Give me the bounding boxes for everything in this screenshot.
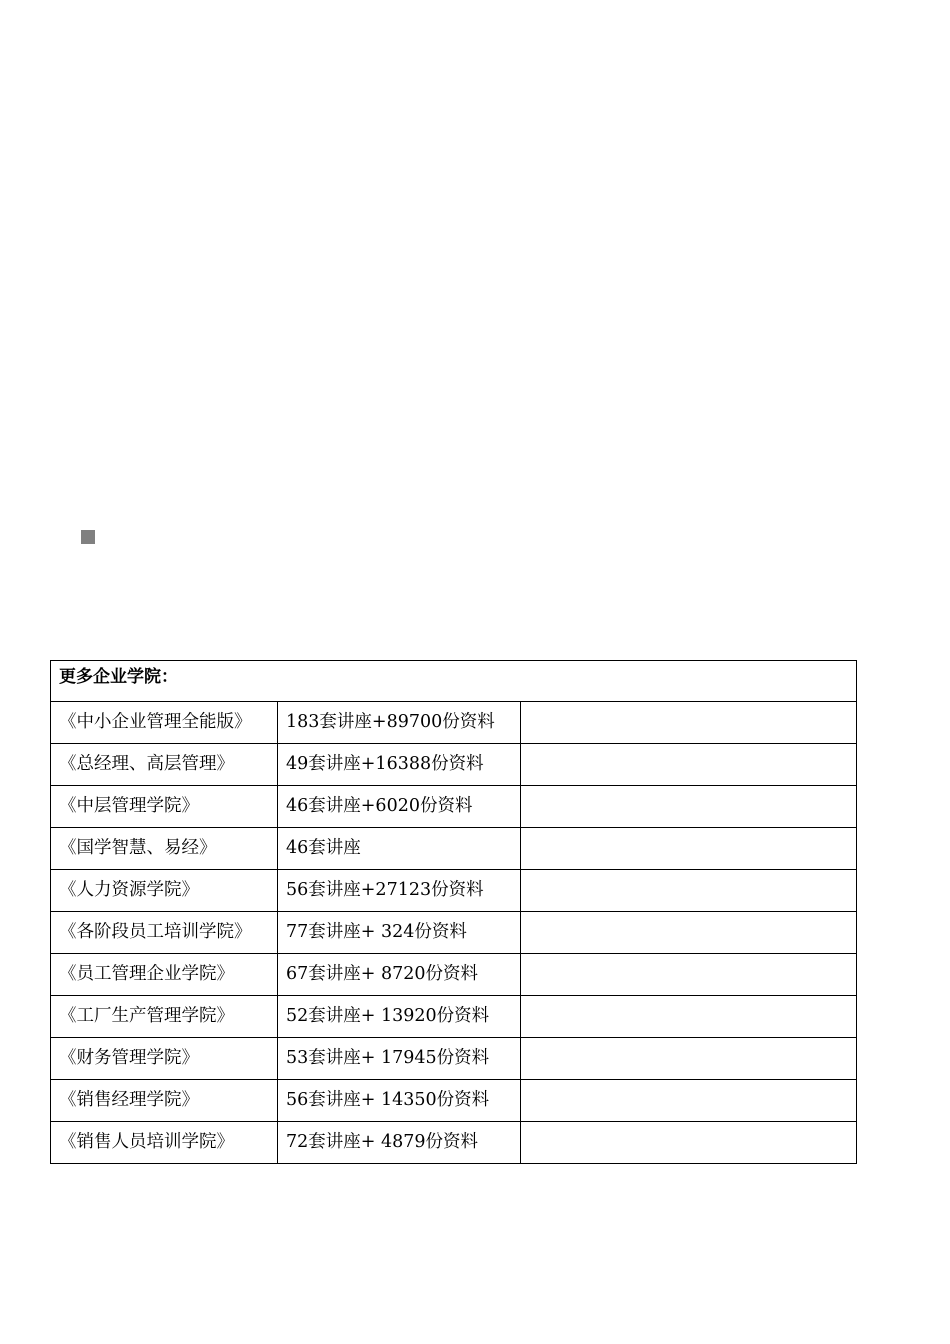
academy-table xyxy=(50,660,857,1164)
academy-name xyxy=(51,912,278,954)
academy-content-text: 46套讲座+6020份资料 xyxy=(286,796,473,816)
academy-name-text: 《中层管理学院》 xyxy=(59,796,199,816)
academy-content-text: 77套讲座+ 324份资料 xyxy=(286,922,467,942)
academy-content xyxy=(278,954,521,996)
table-row xyxy=(51,702,857,744)
academy-name xyxy=(51,1038,278,1080)
academy-name-text: 《销售经理学院》 xyxy=(59,1090,199,1110)
academy-name xyxy=(51,744,278,786)
table-row xyxy=(51,1080,857,1122)
academy-name-text: 《国学智慧、易经》 xyxy=(59,838,217,858)
academy-extra xyxy=(521,1038,857,1080)
academy-content xyxy=(278,870,521,912)
academy-extra xyxy=(521,912,857,954)
academy-extra xyxy=(521,1080,857,1122)
academy-name xyxy=(51,828,278,870)
table-row xyxy=(51,870,857,912)
academy-content xyxy=(278,1122,521,1164)
academy-content xyxy=(278,1080,521,1122)
table-title: 更多企业学院： xyxy=(51,661,857,702)
academy-content-text: 52套讲座+ 13920份资料 xyxy=(286,1006,490,1026)
academy-name-text: 《各阶段员工培训学院》 xyxy=(59,922,252,942)
table-row xyxy=(51,1038,857,1080)
academy-content-text: 46套讲座 xyxy=(286,838,361,858)
academy-extra xyxy=(521,786,857,828)
academy-content xyxy=(278,702,521,744)
academy-name-text: 《员工管理企业学院》 xyxy=(59,964,234,984)
academy-content xyxy=(278,828,521,870)
academy-extra xyxy=(521,870,857,912)
academy-content-text: 56套讲座+ 14350份资料 xyxy=(286,1090,490,1110)
academy-name-text: 《工厂生产管理学院》 xyxy=(59,1006,234,1026)
academy-content-text: 53套讲座+ 17945份资料 xyxy=(286,1048,490,1068)
academy-name xyxy=(51,954,278,996)
academy-name-text: 《财务管理学院》 xyxy=(59,1048,199,1068)
academy-extra xyxy=(521,954,857,996)
academy-name-text: 《人力资源学院》 xyxy=(59,880,199,900)
square-bullet-icon xyxy=(81,530,95,544)
academy-name-text: 《中小企业管理全能版》 xyxy=(59,712,252,732)
table-row xyxy=(51,912,857,954)
table-row xyxy=(51,828,857,870)
academy-content xyxy=(278,786,521,828)
academy-content xyxy=(278,912,521,954)
academy-content-text: 56套讲座+27123份资料 xyxy=(286,880,484,900)
academy-extra xyxy=(521,744,857,786)
table-row xyxy=(51,786,857,828)
academy-name-text: 《总经理、高层管理》 xyxy=(59,754,234,774)
academy-extra xyxy=(521,996,857,1038)
academy-content xyxy=(278,996,521,1038)
academy-name xyxy=(51,996,278,1038)
academy-name xyxy=(51,1122,278,1164)
academy-name xyxy=(51,702,278,744)
table-row xyxy=(51,996,857,1038)
academy-content-text: 72套讲座+ 4879份资料 xyxy=(286,1132,479,1152)
table-row xyxy=(51,744,857,786)
academy-content-text: 183套讲座+89700份资料 xyxy=(286,712,495,732)
academy-name xyxy=(51,1080,278,1122)
academy-content xyxy=(278,1038,521,1080)
table-row xyxy=(51,1122,857,1164)
academy-extra xyxy=(521,828,857,870)
academy-name-text: 《销售人员培训学院》 xyxy=(59,1132,234,1152)
table-header-row xyxy=(51,661,857,702)
academy-content-text: 67套讲座+ 8720份资料 xyxy=(286,964,479,984)
table-row xyxy=(51,954,857,996)
academy-content xyxy=(278,744,521,786)
academy-extra xyxy=(521,1122,857,1164)
academy-name xyxy=(51,870,278,912)
academy-content-text: 49套讲座+16388份资料 xyxy=(286,754,484,774)
academy-name xyxy=(51,786,278,828)
academy-extra xyxy=(521,702,857,744)
